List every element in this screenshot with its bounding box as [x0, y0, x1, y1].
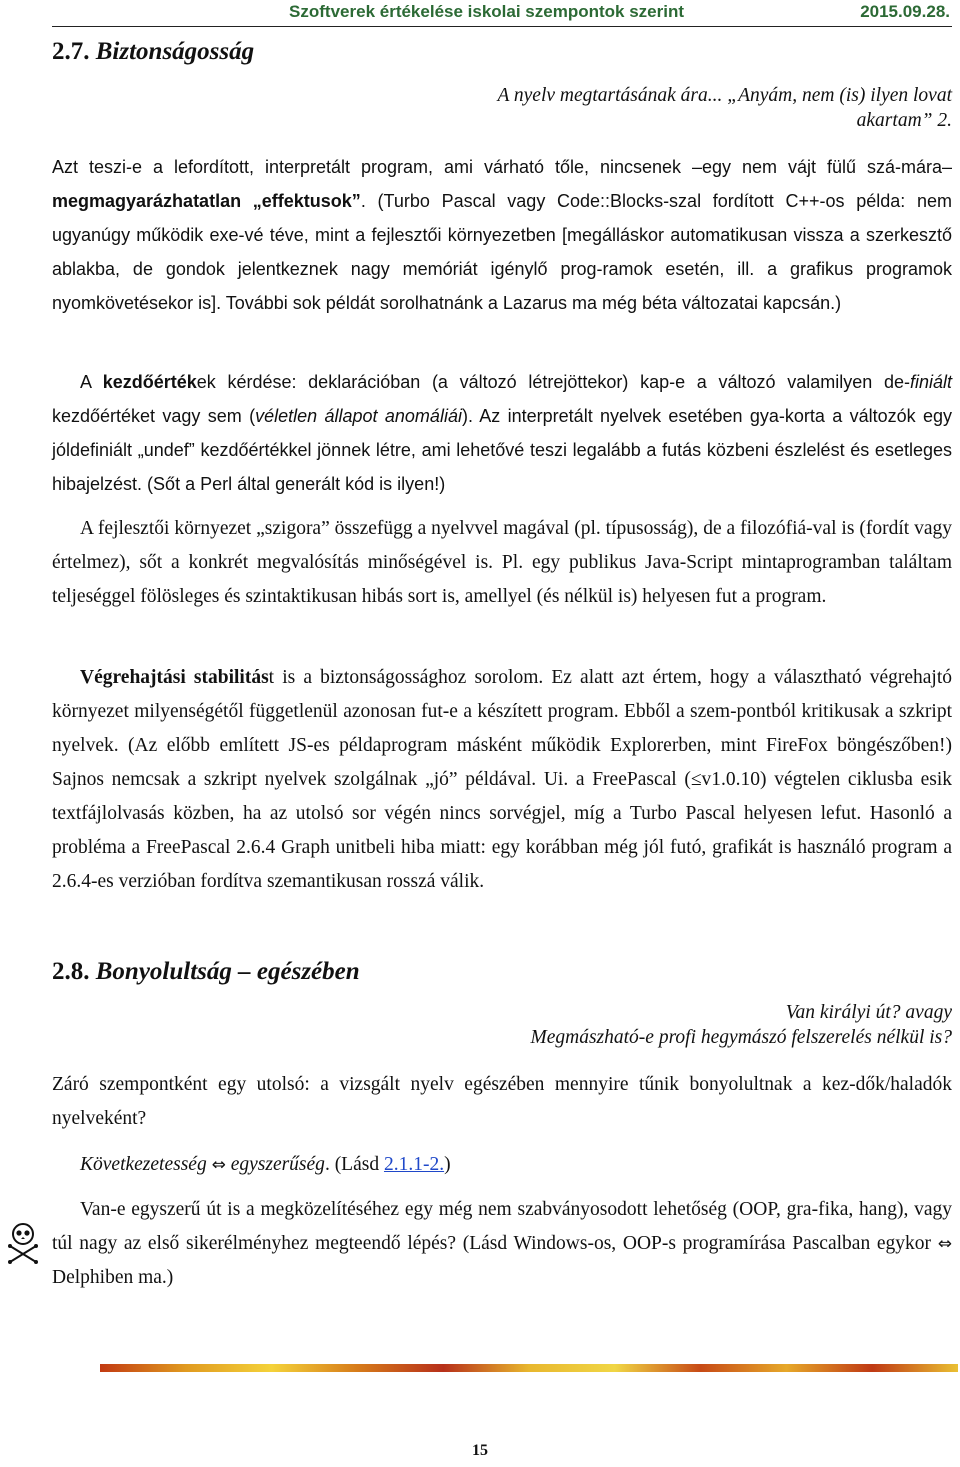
section-heading-2-8 — [52, 958, 360, 986]
section-number: 2.7. — [52, 38, 90, 65]
section-heading-2-7 — [52, 38, 254, 66]
double-arrow-icon: ⇔ — [211, 1155, 226, 1175]
paragraph-consistency — [52, 1148, 952, 1182]
motto-line: akartam” 2. — [856, 110, 952, 131]
skull-crossbones-icon — [6, 1222, 40, 1264]
section-motto — [497, 83, 952, 133]
less-equal-symbol: ≤ — [690, 769, 702, 790]
motto-line: Van királyi út? avagy — [785, 1002, 952, 1023]
paragraph-environment — [52, 512, 952, 614]
text-run: Delphiben ma.) — [52, 1267, 174, 1288]
italic-term: finiált — [909, 372, 952, 392]
cross-reference-link[interactable]: 2.1.1-2. — [383, 1154, 445, 1175]
paragraph-simple-path — [52, 1193, 952, 1295]
text-run: A fejlesztői környezet „szigora” összefügg a nyelvvel magával (pl. típusosság), de a filozófiá-val is (fordít vagy értelmez), sőt a konkrét megvalósítás minőségével is. Pl. egy publikus Java-Script mintaprogramban találtam teljeséggel fölösleges és szintaktikusan hibás sort is, amellyel (és nélkül is) helyesen fut a program. — [52, 518, 952, 607]
double-arrow-icon: ⇔ — [937, 1234, 952, 1254]
page-header — [52, 0, 952, 27]
section-title: Biztonságosság — [95, 38, 255, 65]
italic-term: Következetesség — [80, 1154, 207, 1175]
paragraph-initial-values — [52, 365, 952, 501]
text-run: kezdőértéket vagy sem ( — [52, 406, 256, 426]
header-title: Szoftverek értékelése iskolai szempontok szerint — [289, 2, 684, 21]
bold-term: kezdőérték — [102, 372, 197, 392]
header-date: 2015.09.28. — [860, 2, 950, 21]
text-run: Van-e egyszerű út is a megközelítéséhez egy még nem szabványosodott lehetőség (OOP, gra-fika, hang), vagy túl nagy az első sikerélményhez megteendő lépés? (Lásd Windows-os, OOP-s programírása Pascalban egykor — [52, 1199, 952, 1254]
text-run: ek kérdése: deklarációban (a változó létrejöttekor) kap-e a változó valamilyen de- — [196, 372, 910, 392]
text-run: v1.0.10) végtelen ciklusba esik textfájlolvasás közben, ha az utolsó sor végén nincs sorvégjel, míg a Turbo Pascal helyesen lefut. Hasonló a probléma a FreePascal 2.6.4 Graph unitbeli hiba miatt: egy korábban még jól futó, grafikát is használó program a 2.6.4-es verzióban fordítva szemantikusan rosszá válik. — [52, 769, 952, 892]
section-title: Bonyolultság – egészében — [95, 958, 360, 985]
bold-term: Végrehajtási stabilitás — [80, 667, 269, 688]
paragraph-stability — [52, 661, 952, 899]
text-run: t is a biztonságossághoz sorolom. Ez alatt azt értem, hogy a választható végrehajtó környezet milyenségétől függetlenül azonosan fut-e a készített program. Ebből a szem-pontból kritikusak a szkript nyelvek. (Az előbb említett JS-es példaprogram másként működik Explorerben, mint FireFox böngészőben!) Sajnos nemcsak a szkript nyelvek szolgálnak „jó” példával. Ui. a FreePascal ( — [52, 667, 952, 790]
text-run: A — [80, 372, 103, 392]
text-run: . (Lásd — [324, 1154, 384, 1175]
text-run: Azt teszi-e a lefordított, interpretált program, ami várható tőle, nincsenek –egy nem vájt fülű szá-mára– — [52, 157, 952, 177]
bold-term: megmagyarázhatatlan „effektusok” — [52, 191, 361, 211]
text-run: ). Az interpretált nyelvek esetében gya-korta a változók egy jóldefiniált „undef” kezdőértékkel jönnek létre, ami lehetővé teszi legalább a futás közbeni észlelést és esetleges hibajelzést. (Sőt a Perl által generált kód is ilyen!) — [52, 406, 952, 494]
paragraph-effects — [52, 150, 952, 320]
text-run: Záró szempontként egy utolsó: a vizsgált nyelv egészében mennyire tűnik bonyolultnak a kez-dők/haladók nyelveként? — [52, 1074, 952, 1129]
text-run: . (Turbo Pascal vagy Code::Blocks-szal fordított C++-os példa: nem ugyanúgy működik exe-vé téve, mint a fejlesztői környezetben [megálláskor automatikusan vissza a szerkesztő ablakba, de gondok jelentkeznek nagy memóriát igénylő prog-ramok esetén, ill. a grafikus programok nyomkövetésekor is]. További sok példát sorolhatnánk a Lazarus ma még béta változatai kapcsán.) — [52, 191, 952, 313]
section-number: 2.8. — [52, 958, 90, 985]
italic-term: véletlen állapot anomáliái — [255, 406, 462, 426]
page-number: 15 — [472, 1442, 488, 1459]
decorative-divider — [100, 1364, 958, 1372]
section-motto — [530, 1000, 952, 1050]
paragraph-closing-question — [52, 1068, 952, 1136]
motto-line: A nyelv megtartásának ára... „Anyám, nem (is) ilyen lovat — [497, 85, 952, 106]
text-run: ) — [444, 1154, 451, 1175]
motto-line: Megmászható-e profi hegymászó felszerelés nélkül is? — [530, 1027, 952, 1048]
italic-term: egyszerűség — [230, 1154, 325, 1175]
